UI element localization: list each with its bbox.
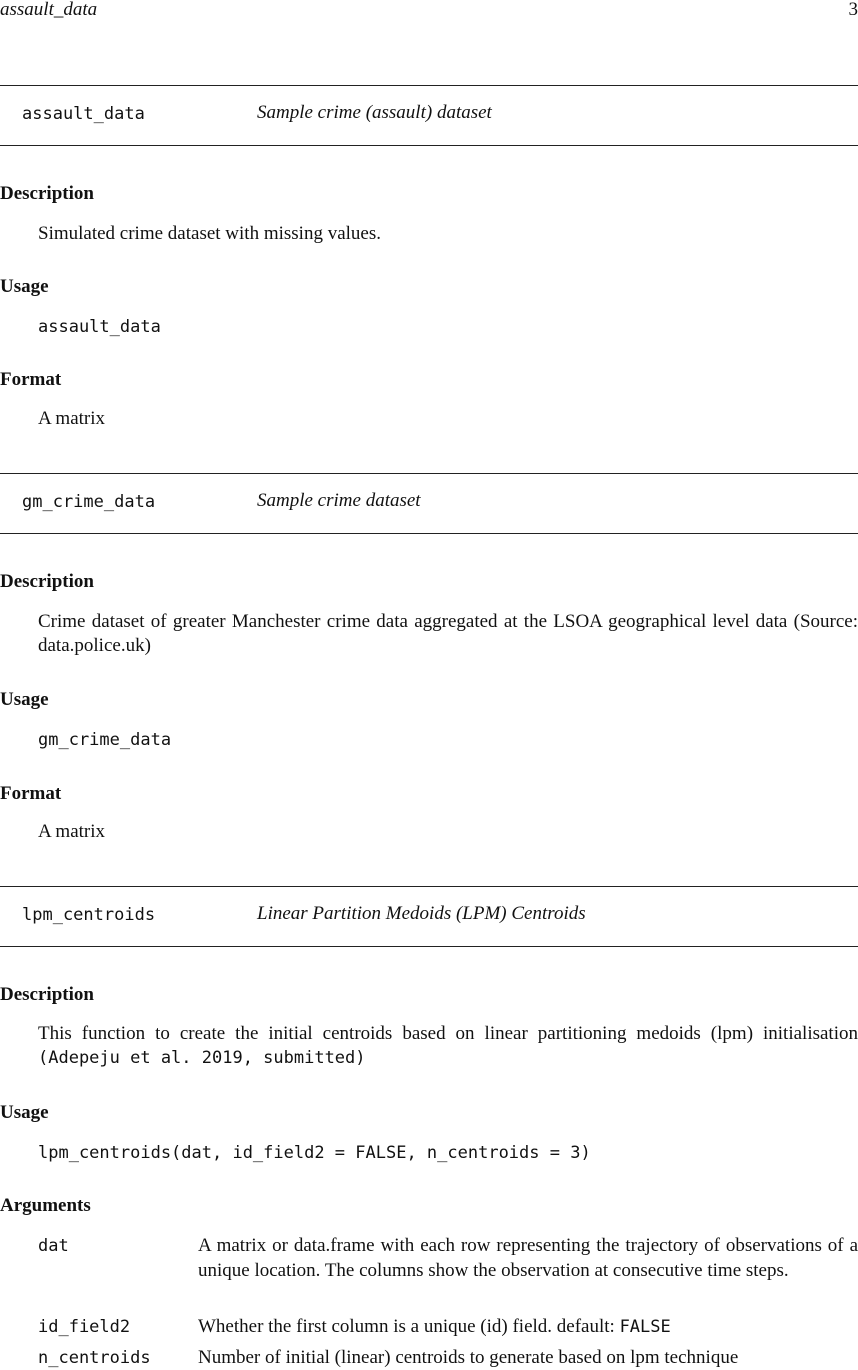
argument-description: Number of initial (linear) centroids to generate based on lpm technique (198, 1345, 858, 1370)
topic-name: lpm_centroids (22, 905, 155, 925)
usage-code: assault_data (38, 316, 161, 338)
format-text: A matrix (38, 820, 858, 844)
section-heading-usage: Usage (0, 689, 49, 711)
argument-name: n_centroids (38, 1346, 151, 1370)
topic-bottom-rule (0, 145, 858, 146)
section-heading-format: Format (0, 369, 61, 391)
argument-name: id_field2 (38, 1315, 130, 1339)
topic-name: gm_crime_data (22, 492, 155, 512)
running-header (0, 0, 858, 24)
topic-title: Sample crime (assault) dataset (257, 102, 492, 124)
section-heading-usage: Usage (0, 276, 49, 298)
argument-description-text: Whether the first column is a unique (id) field. default: (198, 1316, 615, 1337)
usage-code: gm_crime_data (38, 729, 171, 751)
section-heading-format: Format (0, 783, 61, 805)
topic-bottom-rule (0, 533, 858, 534)
running-title: assault_data (0, 0, 97, 20)
page-number: 3 (849, 0, 858, 20)
section-heading-description: Description (0, 984, 94, 1006)
section-heading-arguments: Arguments (0, 1195, 91, 1217)
argument-description: A matrix or data.frame with each row representing the trajectory of observations of a unique location. The columns show the observation at consecutive time steps. (198, 1233, 858, 1283)
description-sentence: This function to create the initial centroids based on linear partitioning medoids (lpm) initialisation (38, 1023, 858, 1044)
topic-header (0, 86, 858, 145)
topic-bottom-rule (0, 946, 858, 947)
format-text: A matrix (38, 407, 858, 431)
section-heading-usage: Usage (0, 1102, 49, 1124)
topic-header (0, 474, 858, 533)
section-heading-description: Description (0, 571, 94, 593)
argument-name: dat (38, 1234, 69, 1258)
usage-code: lpm_centroids(dat, id_field2 = FALSE, n_centroids = 3) (38, 1142, 591, 1164)
topic-title: Sample crime dataset (257, 490, 421, 512)
argument-description (198, 1314, 858, 1340)
argument-default-code: FALSE (620, 1317, 671, 1337)
description-citation: (Adepeju et al. 2019, submitted) (38, 1048, 366, 1068)
description-text: Crime dataset of greater Manchester crime data aggregated at the LSOA geographical level data (Source: data.police.uk) (38, 610, 858, 658)
section-heading-description: Description (0, 183, 94, 205)
description-text (38, 1022, 858, 1070)
description-text: Simulated crime dataset with missing values. (38, 222, 858, 246)
topic-title: Linear Partition Medoids (LPM) Centroids (257, 903, 586, 925)
topic-name: assault_data (22, 104, 145, 124)
topic-header (0, 887, 858, 946)
